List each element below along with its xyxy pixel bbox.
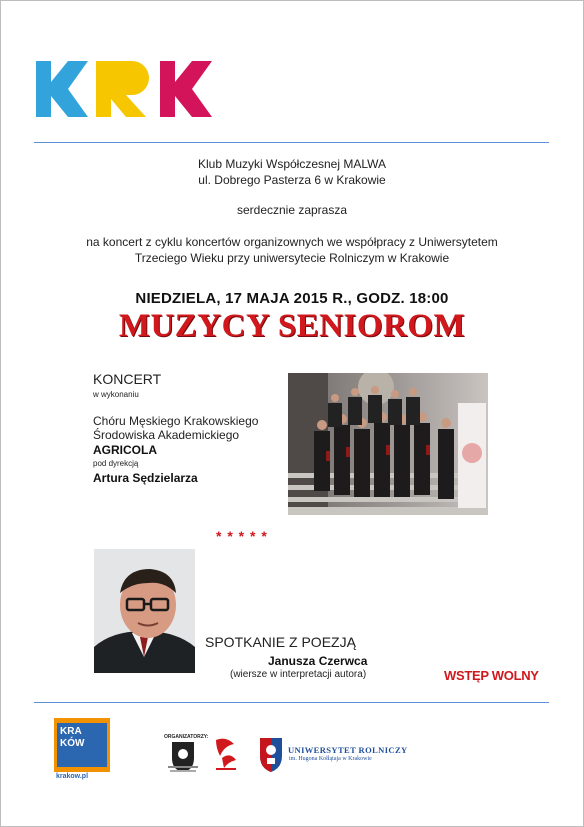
koncert-label: KONCERT bbox=[93, 371, 162, 387]
club-address: ul. Dobrego Pasterza 6 w Krakowie bbox=[198, 173, 386, 187]
krakow-logo-line1: KRA bbox=[60, 726, 82, 737]
concert-description-line2: Trzeciego Wieku przy uniwersytecie Rolniczym w Krakowie bbox=[134, 251, 450, 265]
choir-name: AGRICOLA bbox=[93, 443, 157, 457]
date-line: NIEDZIELA, 17 MAJA 2015 R., GODZ. 18:00 bbox=[135, 290, 449, 307]
logo-k-magenta bbox=[160, 61, 212, 117]
free-entry: WSTĘP WOLNY bbox=[444, 668, 539, 683]
top-divider bbox=[34, 142, 549, 143]
krakow-logo-url: krakow.pl bbox=[56, 773, 89, 780]
organizer-crest-logo bbox=[166, 740, 200, 774]
poet-name: Janusza Czerwca bbox=[268, 654, 368, 668]
logo-r-yellow bbox=[96, 61, 149, 117]
separator-stars: * * * * * bbox=[216, 528, 268, 544]
poetry-note: (wiersze w interpretacji autora) bbox=[230, 669, 367, 680]
bottom-divider bbox=[34, 702, 549, 703]
choir-photo bbox=[288, 373, 488, 515]
krakow-pl-logo bbox=[54, 718, 110, 782]
choir-line1: Chóru Męskiego Krakowskiego bbox=[93, 414, 259, 428]
club-name: Klub Muzyki Współczesnej MALWA bbox=[197, 157, 387, 171]
university-crest-icon bbox=[258, 734, 284, 774]
invite-text: serdecznie zaprasza bbox=[236, 203, 348, 217]
poet-photo bbox=[94, 549, 195, 673]
conductor-name: Artura Sędzielarza bbox=[93, 471, 198, 485]
krk-logo bbox=[36, 61, 216, 117]
in-performance-text: w wykonaniu bbox=[93, 390, 139, 399]
university-name: UNIWERSYTET ROLNICZY bbox=[288, 745, 408, 755]
organizers-label: ORGANIZATORZY: bbox=[164, 734, 209, 740]
headline: MUZYCY SENIOROM bbox=[118, 308, 466, 344]
concert-description-line1: na koncert z cyklu koncertów organizownych we współpracy z Uniwersytetem bbox=[86, 235, 498, 249]
under-direction-text: pod dyrekcją bbox=[93, 459, 139, 468]
university-subtitle: im. Hugona Kołłątaja w Krakowie bbox=[289, 756, 372, 762]
choir-line2: Środowiska Akademickiego bbox=[93, 428, 240, 442]
krakow-logo-line2: KÓW bbox=[60, 738, 85, 749]
logo-k-blue bbox=[36, 61, 88, 117]
music-club-logo bbox=[212, 734, 240, 772]
spotkanie-label: SPOTKANIE Z POEZJĄ bbox=[205, 634, 356, 650]
